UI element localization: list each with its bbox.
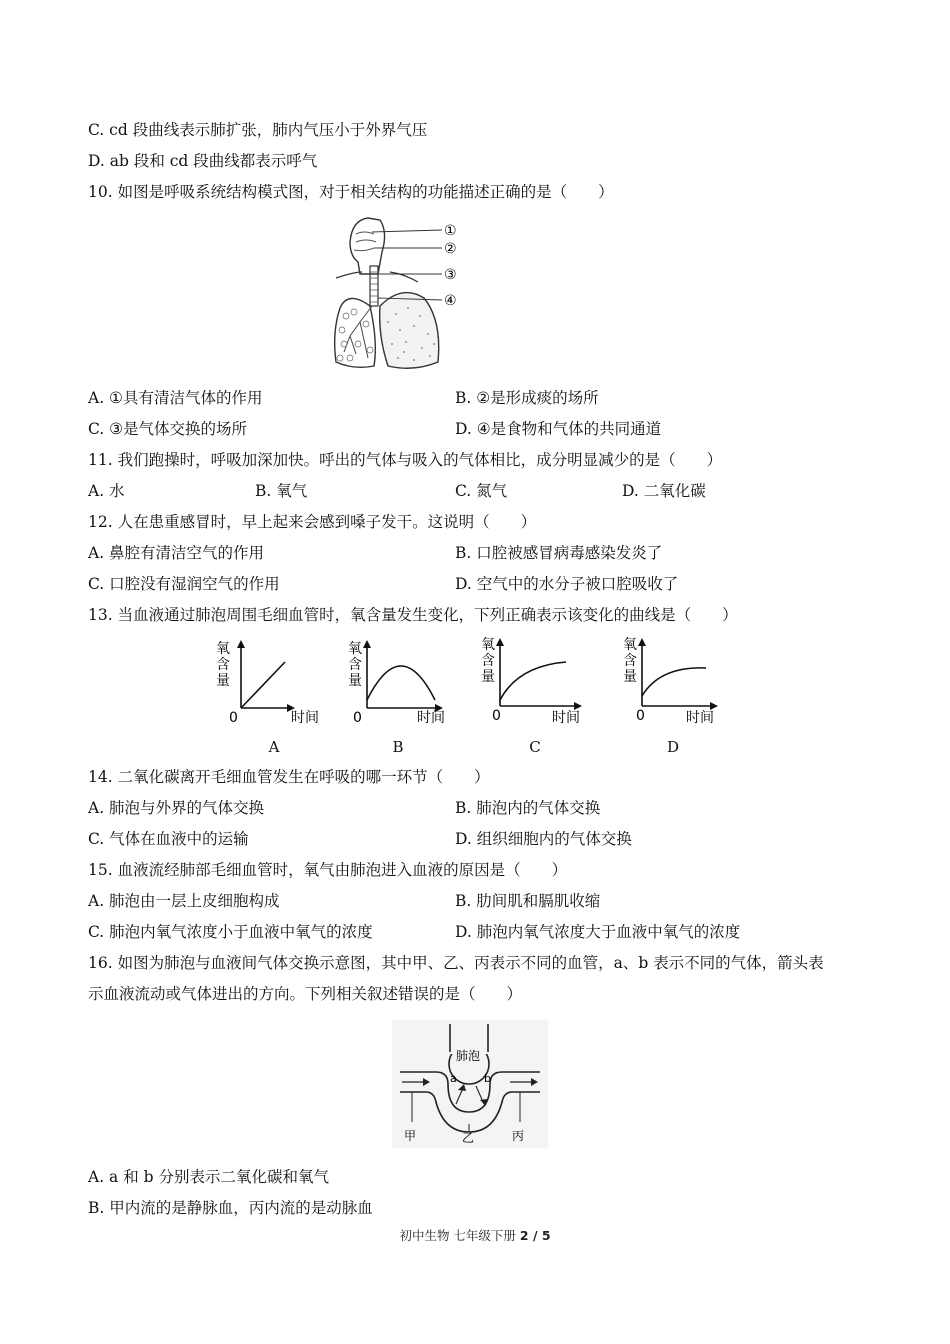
- q14-option-d: D. 组织细胞内的气体交换: [455, 830, 632, 848]
- graph-d: [620, 636, 740, 728]
- y-label-char: 量: [216, 673, 230, 689]
- q12-option-b: B. 口腔被感冒病毒感染发炎了: [455, 544, 663, 562]
- graph-c: [478, 636, 598, 728]
- graph-d-label: D: [666, 738, 680, 756]
- y-label-char: 含: [216, 657, 230, 673]
- y-label-char: 氧: [348, 641, 362, 657]
- q11-option-c: C. 氮气: [455, 482, 508, 500]
- x-label: 时间: [291, 710, 319, 726]
- label-4: ④: [444, 293, 457, 309]
- q9-option-d: D. ab 段和 cd 段曲线都表示呼气: [88, 152, 318, 170]
- graph-c-label: C: [529, 738, 541, 756]
- origin-label: 0: [353, 710, 362, 726]
- q9-option-c: C. cd 段曲线表示肺扩张，肺内气压小于外界气压: [88, 121, 428, 139]
- q15-option-a: A. 肺泡由一层上皮细胞构成: [88, 892, 280, 910]
- page-number: 2 / 5: [519, 1228, 551, 1243]
- q16-stem-line1: 16. 如图为肺泡与血液间气体交换示意图，其中甲、乙、丙表示不同的血管，a、b 表示不同的气体，箭头表: [88, 954, 824, 972]
- y-label-char: 氧: [481, 637, 495, 653]
- graph-b-label: B: [392, 738, 404, 756]
- vessel-jia-label: 甲: [404, 1129, 417, 1143]
- q13-stem: 13. 当血液通过肺泡周围毛细血管时，氧含量发生变化，下列正确表示该变化的曲线是（ ）: [88, 606, 738, 624]
- q11-stem: 11. 我们跑操时，呼吸加深加快。呼出的气体与吸入的气体相比，成分明显减少的是（ ）: [88, 451, 723, 469]
- q16-option-b: B. 甲内流的是静脉血，丙内流的是动脉血: [88, 1199, 373, 1217]
- q14-option-b: B. 肺泡内的气体交换: [455, 799, 601, 817]
- q15-stem: 15. 血液流经肺部毛细血管时，氧气由肺泡进入血液的原因是（ ）: [88, 861, 568, 879]
- y-label-char: 氧: [623, 637, 637, 653]
- curve: [500, 662, 566, 700]
- respiratory-system-figure: [330, 212, 480, 374]
- q11-option-a: A. 水: [88, 482, 125, 500]
- q10-option-b: B. ②是形成痰的场所: [455, 389, 599, 407]
- alveolus-label: 肺泡: [456, 1049, 481, 1063]
- origin-label: 0: [636, 708, 645, 724]
- y-label-char: 含: [481, 653, 495, 669]
- page-footer: [0, 1226, 950, 1244]
- graph-a-label: A: [268, 738, 280, 756]
- q15-option-c: C. 肺泡内氧气浓度小于血液中氧气的浓度: [88, 923, 373, 941]
- q10-stem: 10. 如图是呼吸系统结构模式图，对于相关结构的功能描述正确的是（ ）: [88, 183, 614, 201]
- y-label-char: 含: [623, 653, 637, 669]
- q16-option-a: A. a 和 b 分别表示二氧化碳和氧气: [88, 1168, 329, 1186]
- y-label-char: 氧: [216, 641, 230, 657]
- q10-option-c: C. ③是气体交换的场所: [88, 420, 248, 438]
- gas-exchange-figure: [392, 1020, 548, 1148]
- q15-option-d: D. 肺泡内氧气浓度大于血液中氧气的浓度: [455, 923, 741, 941]
- vessel-bing-label: 丙: [512, 1129, 525, 1143]
- x-label: 时间: [417, 710, 445, 726]
- graph-a: [213, 636, 333, 728]
- curve: [642, 668, 706, 696]
- q12-option-a: A. 鼻腔有清洁空气的作用: [88, 544, 265, 562]
- vessel-yi-label: 乙: [462, 1131, 475, 1145]
- y-label-char: 量: [481, 669, 495, 685]
- q10-option-d: D. ④是食物和气体的共同通道: [455, 420, 662, 438]
- curve: [241, 662, 285, 708]
- origin-label: 0: [229, 710, 238, 726]
- q12-stem: 12. 人在患重感冒时，早上起来会感到嗓子发干。这说明（ ）: [88, 513, 537, 531]
- q12-option-c: C. 口腔没有湿润空气的作用: [88, 575, 280, 593]
- q14-option-c: C. 气体在血液中的运输: [88, 830, 249, 848]
- q16-stem-line2: 示血液流动或气体进出的方向。下列相关叙述错误的是（ ）: [88, 985, 523, 1003]
- y-label-char: 量: [623, 669, 637, 685]
- x-label: 时间: [686, 710, 714, 726]
- label-2: ②: [444, 241, 457, 257]
- q11-option-b: B. 氧气: [255, 482, 308, 500]
- origin-label: 0: [492, 708, 501, 724]
- q15-option-b: B. 肋间肌和膈肌收缩: [455, 892, 601, 910]
- q11-option-d: D. 二氧化碳: [622, 482, 706, 500]
- y-label-char: 量: [348, 673, 362, 689]
- q10-option-a: A. ①具有清洁气体的作用: [88, 389, 263, 407]
- curve: [367, 666, 435, 700]
- footer-subject: 初中生物 七年级下册: [399, 1228, 520, 1243]
- q14-stem: 14. 二氧化碳离开毛细血管发生在呼吸的哪一环节（ ）: [88, 768, 490, 786]
- label-3: ③: [444, 267, 457, 283]
- q12-option-d: D. 空气中的水分子被口腔吸收了: [455, 575, 679, 593]
- q14-option-a: A. 肺泡与外界的气体交换: [88, 799, 265, 817]
- y-label-char: 含: [348, 657, 362, 673]
- graph-b: [345, 636, 465, 728]
- gas-b-label: b: [484, 1072, 491, 1085]
- gas-a-label: a: [450, 1072, 457, 1085]
- x-label: 时间: [552, 710, 580, 726]
- label-1: ①: [444, 223, 457, 239]
